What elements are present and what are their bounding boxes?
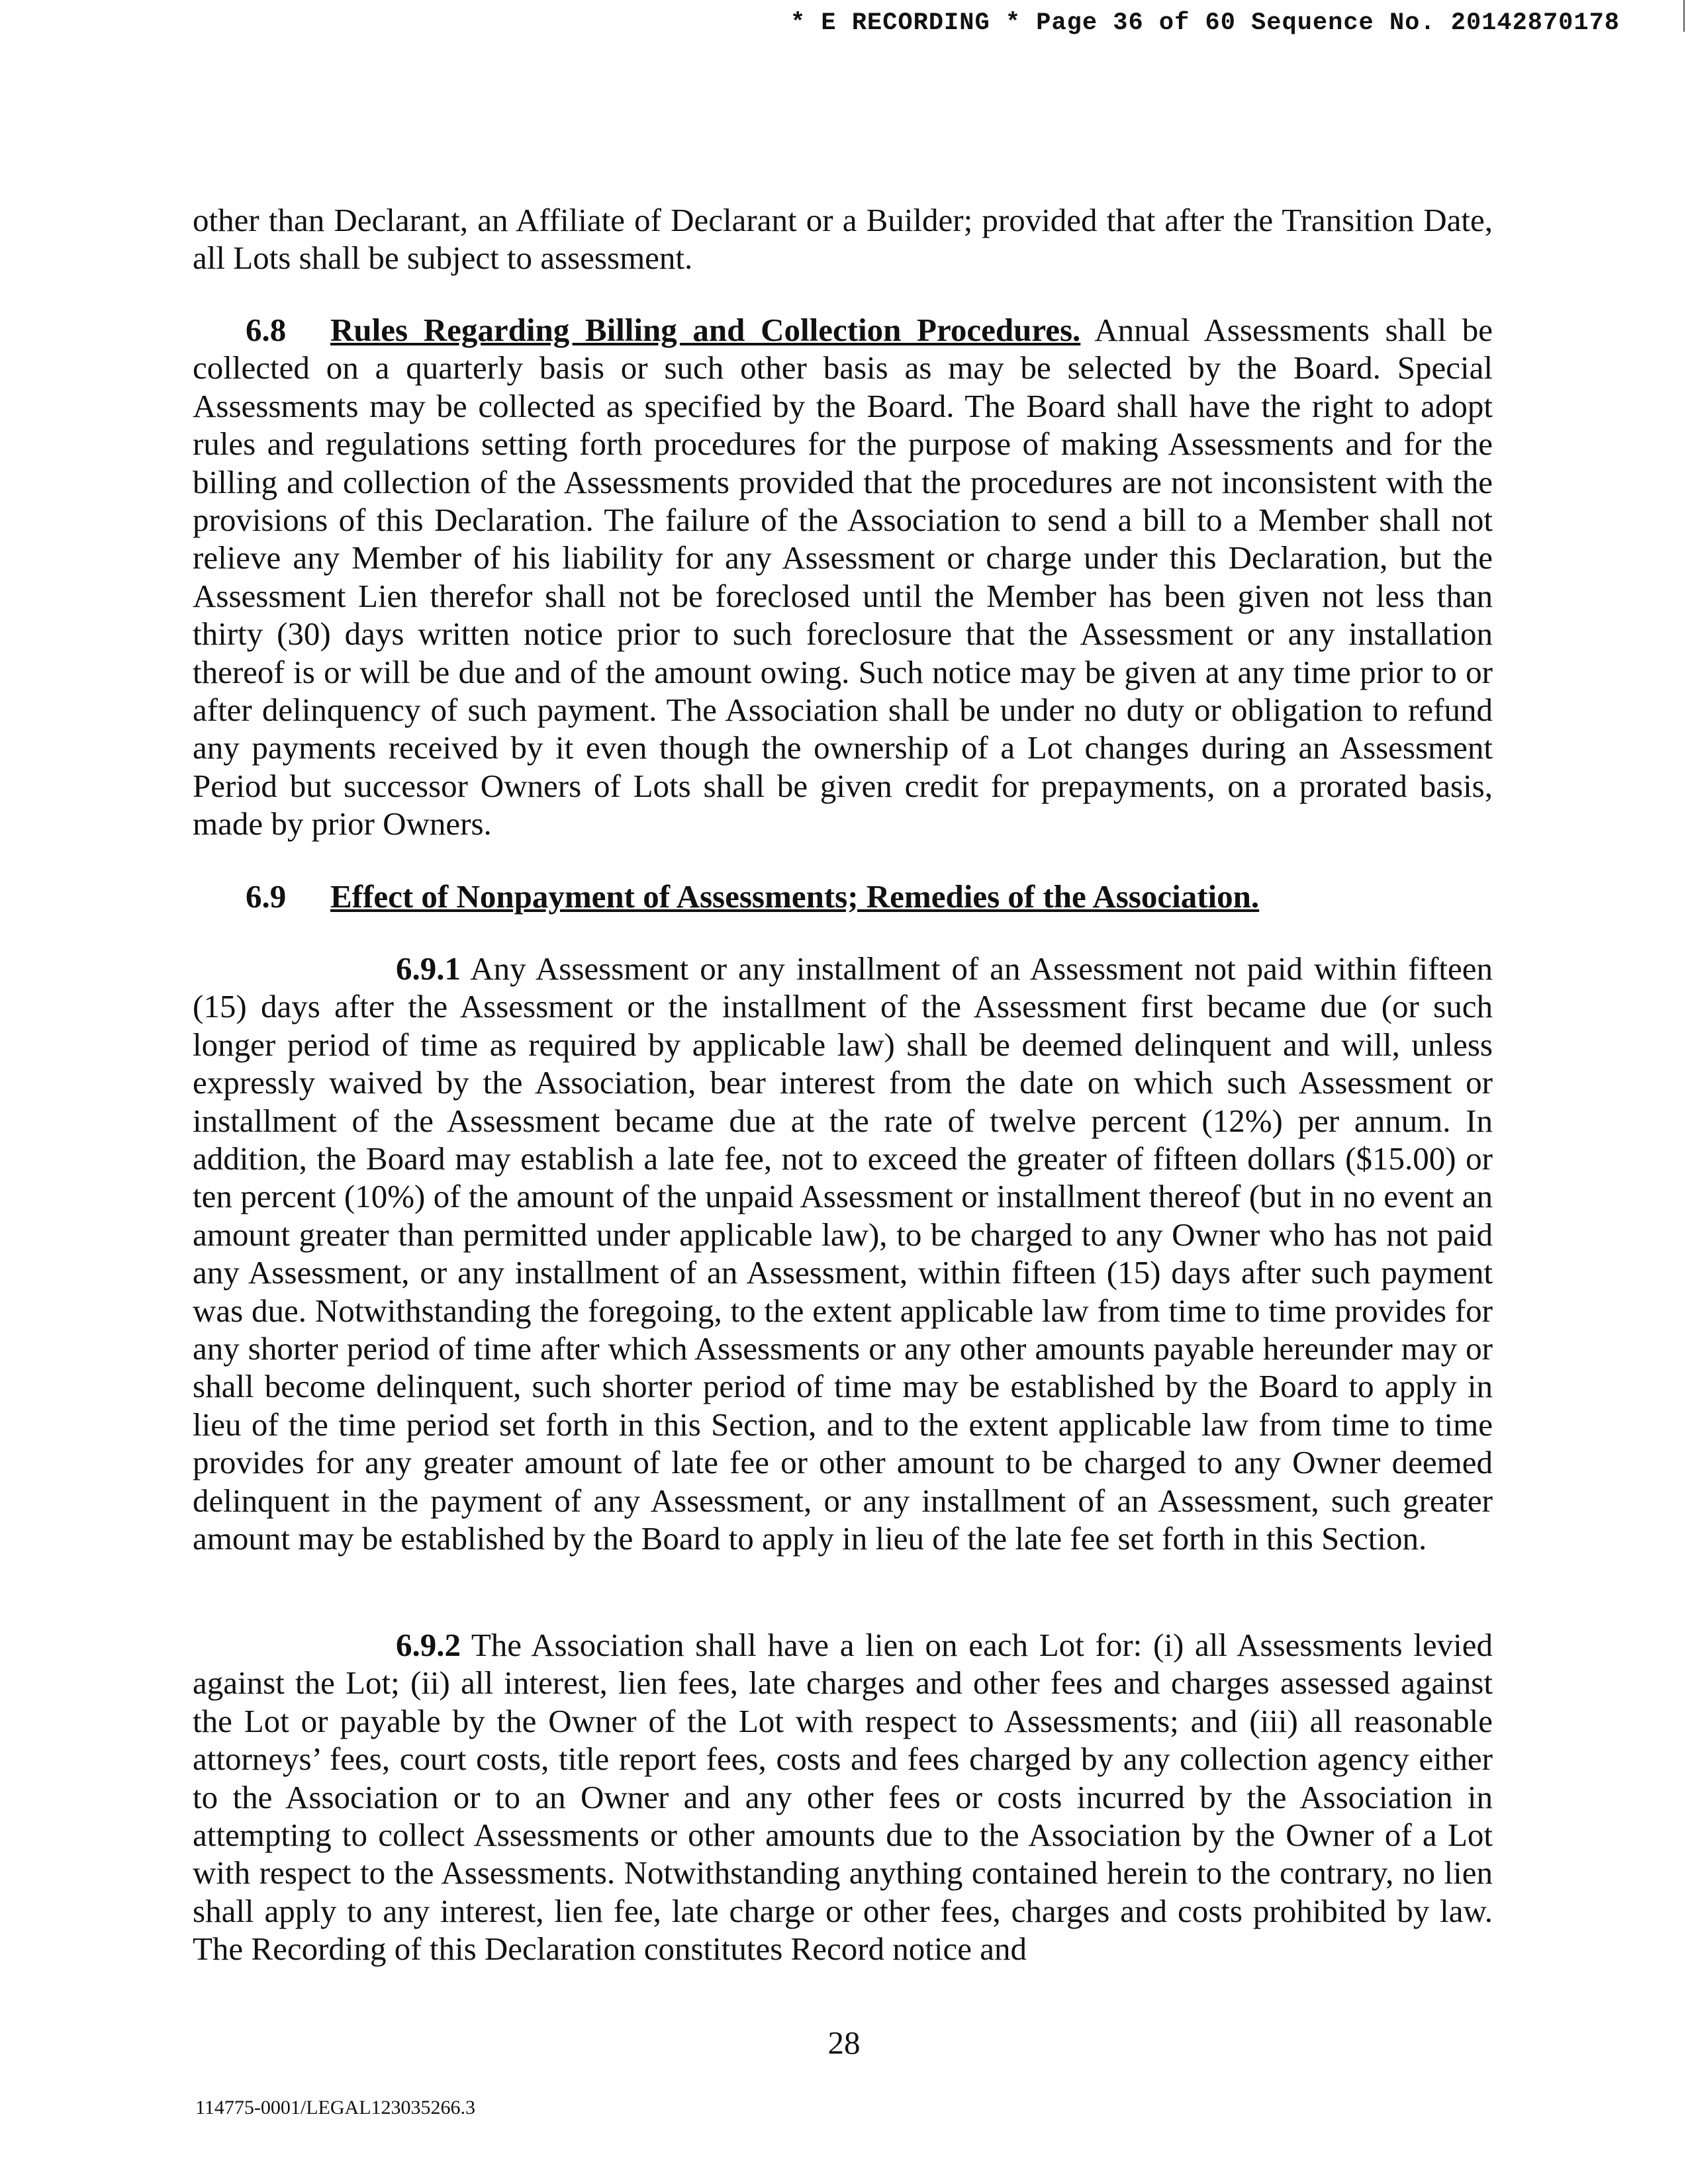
section-text: Annual Assessments shall be collected on a quarterly basis or such other basis as may be selected by the Board. Special Assessments may be collected as specified by the Board. The Board shall have the right to adopt rules and regulations setting forth procedures for the purpose of making Assessments and for the billing and collection of the Assessments provided that the procedures are not inconsistent with the provisions of this Declaration. The failure of the Association to send a bill to a Member shall not relieve any Member of his liability for any Assessment or charge under this Declaration, but the Assessment Lien therefor shall not be foreclosed until the Member has been given not less than thirty (30) days written notice prior to such foreclosure that the Assessment or any installation thereof is or will be due and of the amount owing. Such notice may be given at any time prior to or after delinquency of such payment. The Association shall be under no duty or obligation to refund any payments received by it even though the ownership of a Lot changes during an Assessment Period but successor Owners of Lots shall be given credit for prepayments, on a prorated basis, made by prior Owners. [193,312,1493,842]
section-number: 6.8 [246,312,287,348]
document-id: 114775-0001/LEGAL123035266.3 [195,2097,476,2118]
page-number: 28 [827,2025,861,2061]
section-title: Effect of Nonpayment of Assessments; Remedies of the Association. [330,878,1260,915]
continuation-paragraph: other than Declarant, an Affiliate of Declarant or a Builder; provided that after the Transition Date, all Lots shall be subject to assessment. [193,202,1493,277]
section-6-9-heading [193,878,1493,915]
section-text: Any Assessment or any installment of an Assessment not paid within fifteen (15) days after the Assessment or the installment of the Assessment first became due (or such longer period of time as required by applicable law) shall be deemed delinquent and will, unless expressly waived by the Association, bear interest from the date on which such Assessment or installment of the Assessment became due at the rate of twelve percent (12%) per annum. In addition, the Board may establish a late fee, not to exceed the greater of fifteen dollars ($15.00) or ten percent (10%) of the amount of the unpaid Assessment or installment thereof (but in no event an amount greater than permitted under applicable law), to be charged to any Owner who has not paid any Assessment, or any installment of an Assessment, within fifteen (15) days after such payment was due. Notwithstanding the foregoing, to the extent applicable law from time to time provides for any shorter period of time after which Assessments or any other amounts payable hereunder may or shall become delinquent, such shorter period of time may be established by the Board to apply in lieu of the time period set forth in this Section, and to the extent applicable law from time to time provides for any greater amount of late fee or other amount to be charged to any Owner deemed delinquent in the payment of any Assessment, or any installment of an Assessment, such greater amount may be established by the Board to apply in lieu of the late fee set forth in this Section. [193,950,1493,1557]
section-text: The Association shall have a lien on each Lot for: (i) all Assessments levied against the Lot; (ii) all interest, lien fees, late charges and other fees and charges assessed against the Lot or payable by the Owner of the Lot with respect to Assessments; and (iii) all reasonable attorneys’ fees, court costs, title report fees, costs and fees charged by any collection agency either to the Association or to an Owner and any other fees or costs incurred by the Association in attempting to collect Assessments or other amounts due to the Association by the Owner of a Lot with respect to the Assessments. Notwithstanding anything contained herein to the contrary, no lien shall apply to any interest, lien fee, late charge or other fees, charges and costs prohibited by law. The Recording of this Declaration constitutes Record notice and [193,1627,1493,1968]
section-6-9-1 [193,950,1493,1558]
section-number: 6.9 [246,878,287,915]
section-number: 6.9.1 [396,950,461,987]
edge-divider [1683,0,1685,32]
section-6-9-2 [193,1626,1493,1968]
section-number: 6.9.2 [396,1627,461,1663]
section-title: Rules Regarding Billing and Collection Procedures. [330,312,1081,348]
section-6-8 [193,311,1493,843]
recording-stamp-header: * E RECORDING * Page 36 of 60 Sequence No. 20142870178 [790,9,1620,37]
